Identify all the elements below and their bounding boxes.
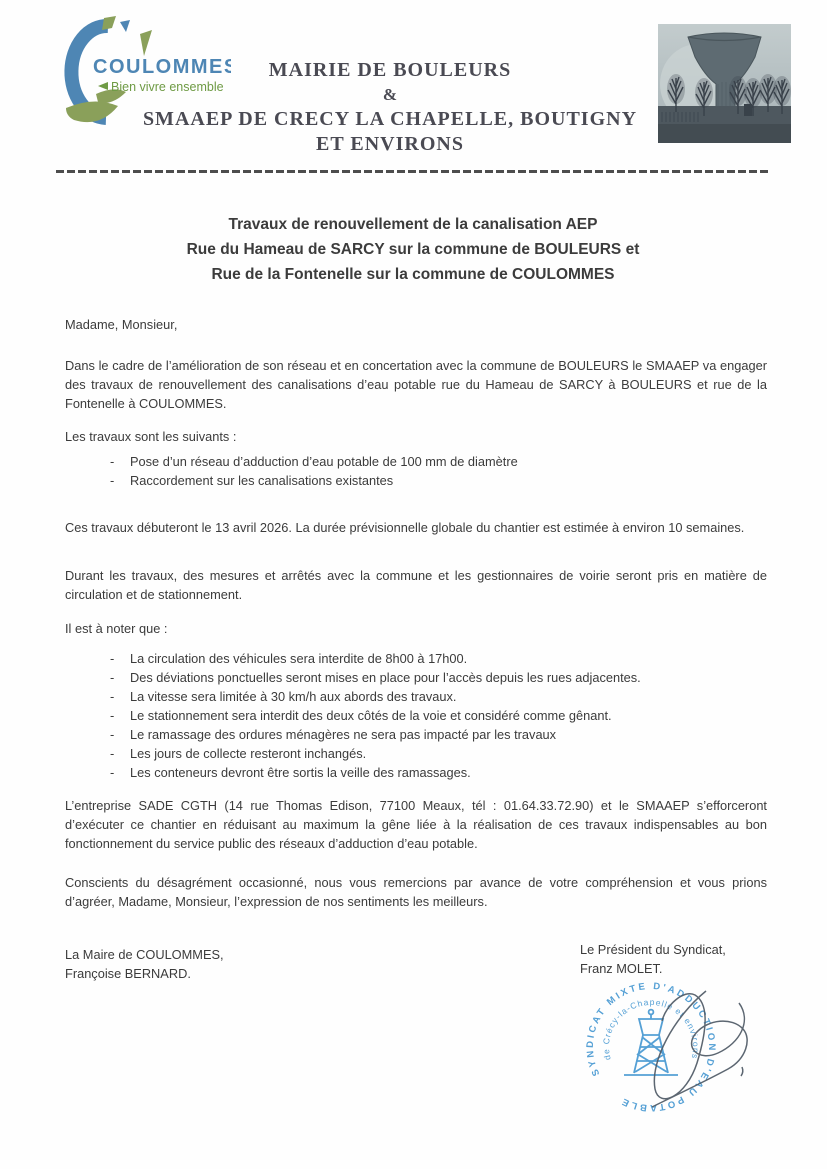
water-tower-photo <box>658 24 791 143</box>
notes-list-item: - Les jours de collecte resteront inchangés. <box>65 744 767 763</box>
notes-list-item: - Des déviations ponctuelles seront mises en place pour l’accès depuis les rues adjacentes. <box>65 668 767 687</box>
letterhead-line-1: MAIRIE DE BOULEURS <box>268 59 512 81</box>
paragraph-company: L’entreprise SADE CGTH (14 rue Thomas Edison, 77100 Meaux, tél : 01.64.33.72.90) et le SMAAEP s’efforceront d’exécuter ce chantier en réduisant au maximum la gêne liée à la réalisation de ces travaux indispensables au bon fonctionnement du service public des réseaux d’adduction d’eau potable. <box>65 798 767 851</box>
works-intro: Les travaux sont les suivants : <box>65 429 237 444</box>
paragraph-closing: Conscients du désagrément occasionné, nous vous remercions par avance de votre compréhension et vous prions d’agréer, Madame, Monsieur, l’expression de nos sentiments les meilleurs. <box>65 875 767 909</box>
signature-block-president <box>580 941 800 978</box>
round-stamp <box>556 975 796 1145</box>
works-list <box>65 452 767 490</box>
signature-mayor-name: Françoise BERNARD. <box>65 965 191 981</box>
works-list-item: - Pose d’un réseau d’adduction d’eau potable de 100 mm de diamètre <box>65 452 767 471</box>
notes-list <box>65 649 767 782</box>
stamp-water-tower-icon <box>624 1010 678 1075</box>
letterhead <box>100 57 680 157</box>
subject-line-1: Travaux de renouvellement de la canalisation AEP <box>228 216 598 233</box>
signature-president-title: Le Président du Syndicat, <box>580 942 726 957</box>
paragraph-measures: Durant les travaux, des mesures et arrêtés avec la commune et les gestionnaires de voirie seront pris en matière de circulation et de stationnement. <box>65 568 767 602</box>
salutation: Madame, Monsieur, <box>65 317 178 332</box>
signature-president-name: Franz MOLET. <box>580 960 663 976</box>
works-list-item: - Raccordement sur les canalisations existantes <box>65 471 767 490</box>
letterhead-ampersand: & <box>382 85 398 104</box>
stamp-outer-text: SYNDICAT MIXTE D'ADDUCTION D'EAU POTABLE <box>584 980 718 1114</box>
subject-line-3: Rue de la Fontenelle sur la commune de COULOMMES <box>211 266 615 283</box>
letterhead-line-2: SMAAEP DE CRECY LA CHAPELLE, BOUTIGNY <box>142 108 638 130</box>
subject-title <box>63 212 763 287</box>
notes-list-item: - Les conteneurs devront être sortis la veille des ramassages. <box>65 763 767 782</box>
notes-list-item: - Le stationnement sera interdit des deux côtés de la voie et considéré comme gênant. <box>65 706 767 725</box>
signature-block-mayor <box>65 946 365 983</box>
logo-name: COULOMMES <box>93 56 231 78</box>
notes-list-item: - La circulation des véhicules sera interdite de 8h00 à 17h00. <box>65 649 767 668</box>
notes-intro: Il est à noter que : <box>65 621 168 636</box>
dashed-divider <box>56 170 768 173</box>
notes-list-item: - La vitesse sera limitée à 30 km/h aux abords des travaux. <box>65 687 767 706</box>
paragraph-intro: Dans le cadre de l’amélioration de son réseau et en concertation avec la commune de BOULEURS le SMAAEP va engager des travaux de renouvellement des canalisations d’eau potable rue du Hameau de SARCY à BOULEURS et rue de la Fontenelle à COULOMMES. <box>65 358 767 411</box>
subject-line-2: Rue du Hameau de SARCY sur la commune de BOULEURS et <box>186 241 640 258</box>
paragraph-schedule: Ces travaux débuteront le 13 avril 2026. La durée prévisionnelle globale du chantier est estimée à environ 10 semaines. <box>65 520 745 535</box>
letterhead-line-3: ET ENVIRONS <box>316 133 464 155</box>
notes-list-item: - Le ramassage des ordures ménagères ne sera pas impacté par les travaux <box>65 725 767 744</box>
signature-mayor-title: La Maire de COULOMMES, <box>65 947 224 962</box>
stamp-inner-text: de Crécy-la-Chapelle et environs <box>600 996 702 1062</box>
water-tower-photo-icon <box>658 24 791 143</box>
round-stamp-icon <box>556 975 796 1145</box>
logo-tagline: Bien vivre ensemble <box>111 80 224 94</box>
